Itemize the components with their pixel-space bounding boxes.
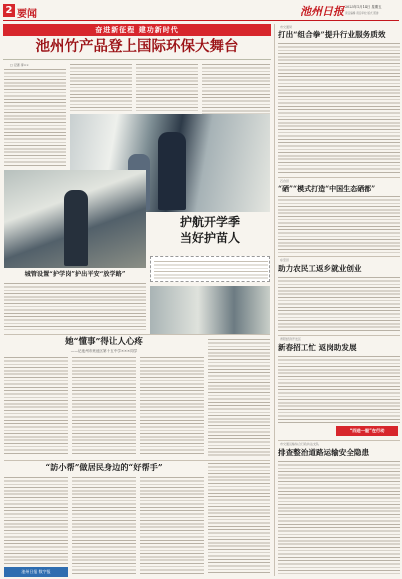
lead-body-col-3 — [136, 63, 198, 111]
feature-headline-line-1: 护航开学季 — [179, 215, 240, 229]
photo-caption-text — [154, 260, 268, 280]
left-photo — [4, 170, 146, 268]
right-kicker-4: 青阳经济开发区 — [280, 337, 302, 341]
right-col-divider — [274, 24, 275, 576]
right-body-2 — [278, 195, 400, 253]
lead-body-col-2 — [70, 63, 132, 111]
masthead — [0, 0, 402, 22]
bottom-feature-body-4 — [208, 462, 270, 574]
campaign-banner: 奋进新征程 建功新时代 — [3, 24, 271, 36]
right-body-1 — [278, 42, 400, 174]
second-photo — [150, 286, 270, 334]
bottom-center-body-2 — [72, 356, 136, 456]
center-right-body — [208, 338, 270, 456]
masthead-rule — [3, 20, 399, 21]
lead-rule — [3, 59, 271, 60]
action-tag: “四送一服”在行动 — [336, 426, 398, 436]
photo-caption-box — [150, 256, 270, 282]
bottom-divider — [4, 460, 270, 461]
section-name: 要闻 — [17, 9, 37, 20]
date-line: 2023年1月14日 星期五 — [345, 5, 382, 9]
bottom-feature-headline: “訪小帮”做居民身边的“好帮手” — [45, 462, 163, 472]
paper-logo: 池州日报 — [300, 5, 344, 18]
right-headline-5: 排查整治道路运输安全隐患 — [278, 448, 370, 457]
left-mid-headline: 城管设置“护学岗”护出平安“放学路” — [24, 271, 126, 278]
right-headline-3: 助力农民工返乡就业创业 — [278, 264, 362, 273]
right-body-5 — [278, 460, 400, 574]
bottom-feature-body-1 — [4, 476, 68, 566]
right-divider-4 — [278, 440, 400, 441]
page-number-badge: 2 — [3, 4, 15, 17]
right-body-4 — [278, 355, 400, 425]
lead-byline: □ 记者 李×× — [10, 63, 29, 67]
photo-figure-guard — [64, 190, 88, 266]
bottom-center-body-3 — [140, 356, 204, 456]
right-body-3 — [278, 276, 400, 332]
right-headline-4: 新春招工忙 返岗助发展 — [278, 343, 357, 352]
feature-headline-box — [150, 213, 270, 253]
right-kicker-5: 市交通运输综合行政执法支队 — [280, 442, 320, 446]
footer-ad: 池州日报 数字报 — [4, 567, 68, 577]
photo-figure-officer — [158, 132, 186, 210]
right-headline-1: 打出“组合拳”提升行业服务质效 — [278, 30, 386, 39]
right-divider-2 — [278, 256, 400, 257]
right-divider-3 — [278, 335, 400, 336]
editor-line: 责任编辑 责任审校 版式 照排 — [345, 12, 379, 15]
right-kicker-3: 东至县 — [280, 258, 290, 262]
lead-headline: 池州竹产品登上国际环保大舞台 — [35, 38, 239, 55]
bottom-center-subhead: ——记池州市贵池区第十五中学×××同学 — [70, 349, 138, 353]
bottom-center-body-1 — [4, 356, 68, 456]
right-headline-2: “硒”“模式打造“中国生态硒都” — [278, 184, 376, 193]
right-kicker-2: 石台县 — [280, 179, 290, 183]
bottom-feature-body-3 — [140, 476, 204, 574]
right-kicker-1: 市交通局 — [280, 25, 293, 29]
bottom-feature-body-2 — [72, 476, 136, 574]
lead-body-col-1 — [4, 68, 66, 166]
right-divider-1 — [278, 177, 400, 178]
mid-divider — [4, 334, 270, 335]
bottom-center-headline: 她“懂事”得让人心疼 — [65, 337, 143, 347]
left-mid-body — [4, 282, 146, 330]
feature-headline-line-2: 当好护苗人 — [179, 231, 240, 245]
